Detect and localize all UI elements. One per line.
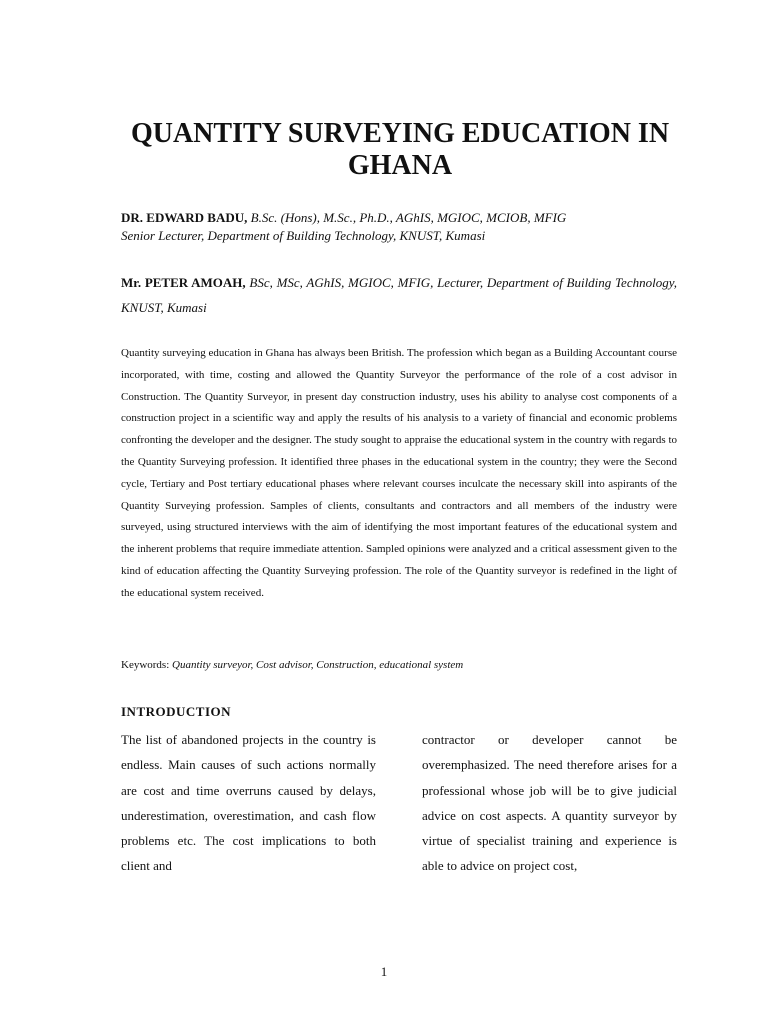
author-name: Mr. PETER AMOAH, [121, 275, 246, 290]
abstract-paragraph: Quantity surveying education in Ghana has always been British. The profession which began as a Building Accountant course incorporated, with time, costing and allowed the Quantity Surveyor the performance of the role of a cost advisor in Construction. The Quantity Surveyor, in present day construction industry, uses his ability to analyse cost components of a construction project in a scientific way and apply the results of his analysis to a variety of financial and economic problems confronting the developer and the designer. The study sought to appraise the educational system in the country with regards to the Quantity Surveying profession. It identified three phases in the educational system in the country; they were the Second cycle, Tertiary and Post tertiary educational phases where relevant courses inculcate the necessary skill into aspirants of the Quantity Surveying profession. Samples of clients, consultants and contractors and all members of the industry were surveyed, using structured interviews with the aim of identifying the most important features of the educational system and the inherent problems that require immediate attention. Sampled opinions were analyzed and a critical assessment given to the kind of education affecting the Quantity Surveying profession. The role of the Quantity surveyor is redefined in the light of the educational system received. [121, 347, 677, 599]
author-details: BSc, MSc, AGhIS, MGIOC, MFIG, Lecturer, Department of Building Technology, KNUST, Kumasi [121, 275, 678, 315]
intro-column-left: The list of abandoned projects in the country is endless. Main causes of such actions normally are cost and time overruns caused by delays, underestimation, overestimation, and cash flow problems etc. The cost implications to both client and [121, 732, 376, 874]
keywords-text: Quantity surveyor, Cost advisor, Construction, educational system [172, 659, 464, 671]
author-name: DR. EDWARD BADU, [121, 210, 248, 225]
keywords-line [121, 657, 677, 673]
section-heading-introduction: INTRODUCTION [121, 704, 232, 719]
paper-title: QUANTITY SURVEYING EDUCATION IN GHANA [130, 118, 670, 181]
author-affiliation: Senior Lecturer, Department of Building Technology, KNUST, Kumasi [121, 228, 486, 243]
author-block-1 [121, 209, 681, 245]
intro-column-right: contractor or developer cannot be overemphasized. The need therefore arises for a professional whose job will be to give judicial advice on cost aspects. A quantity surveyor by virtue of specialist training and experience is able to advice on project cost, [422, 732, 677, 874]
author-block-2 [121, 270, 677, 320]
keywords-label: Keywords: [121, 659, 170, 671]
page-number: 1 [380, 964, 388, 979]
author-credentials: B.Sc. (Hons), M.Sc., Ph.D., AGhIS, MGIOC, MCIOB, MFIG [250, 210, 567, 225]
